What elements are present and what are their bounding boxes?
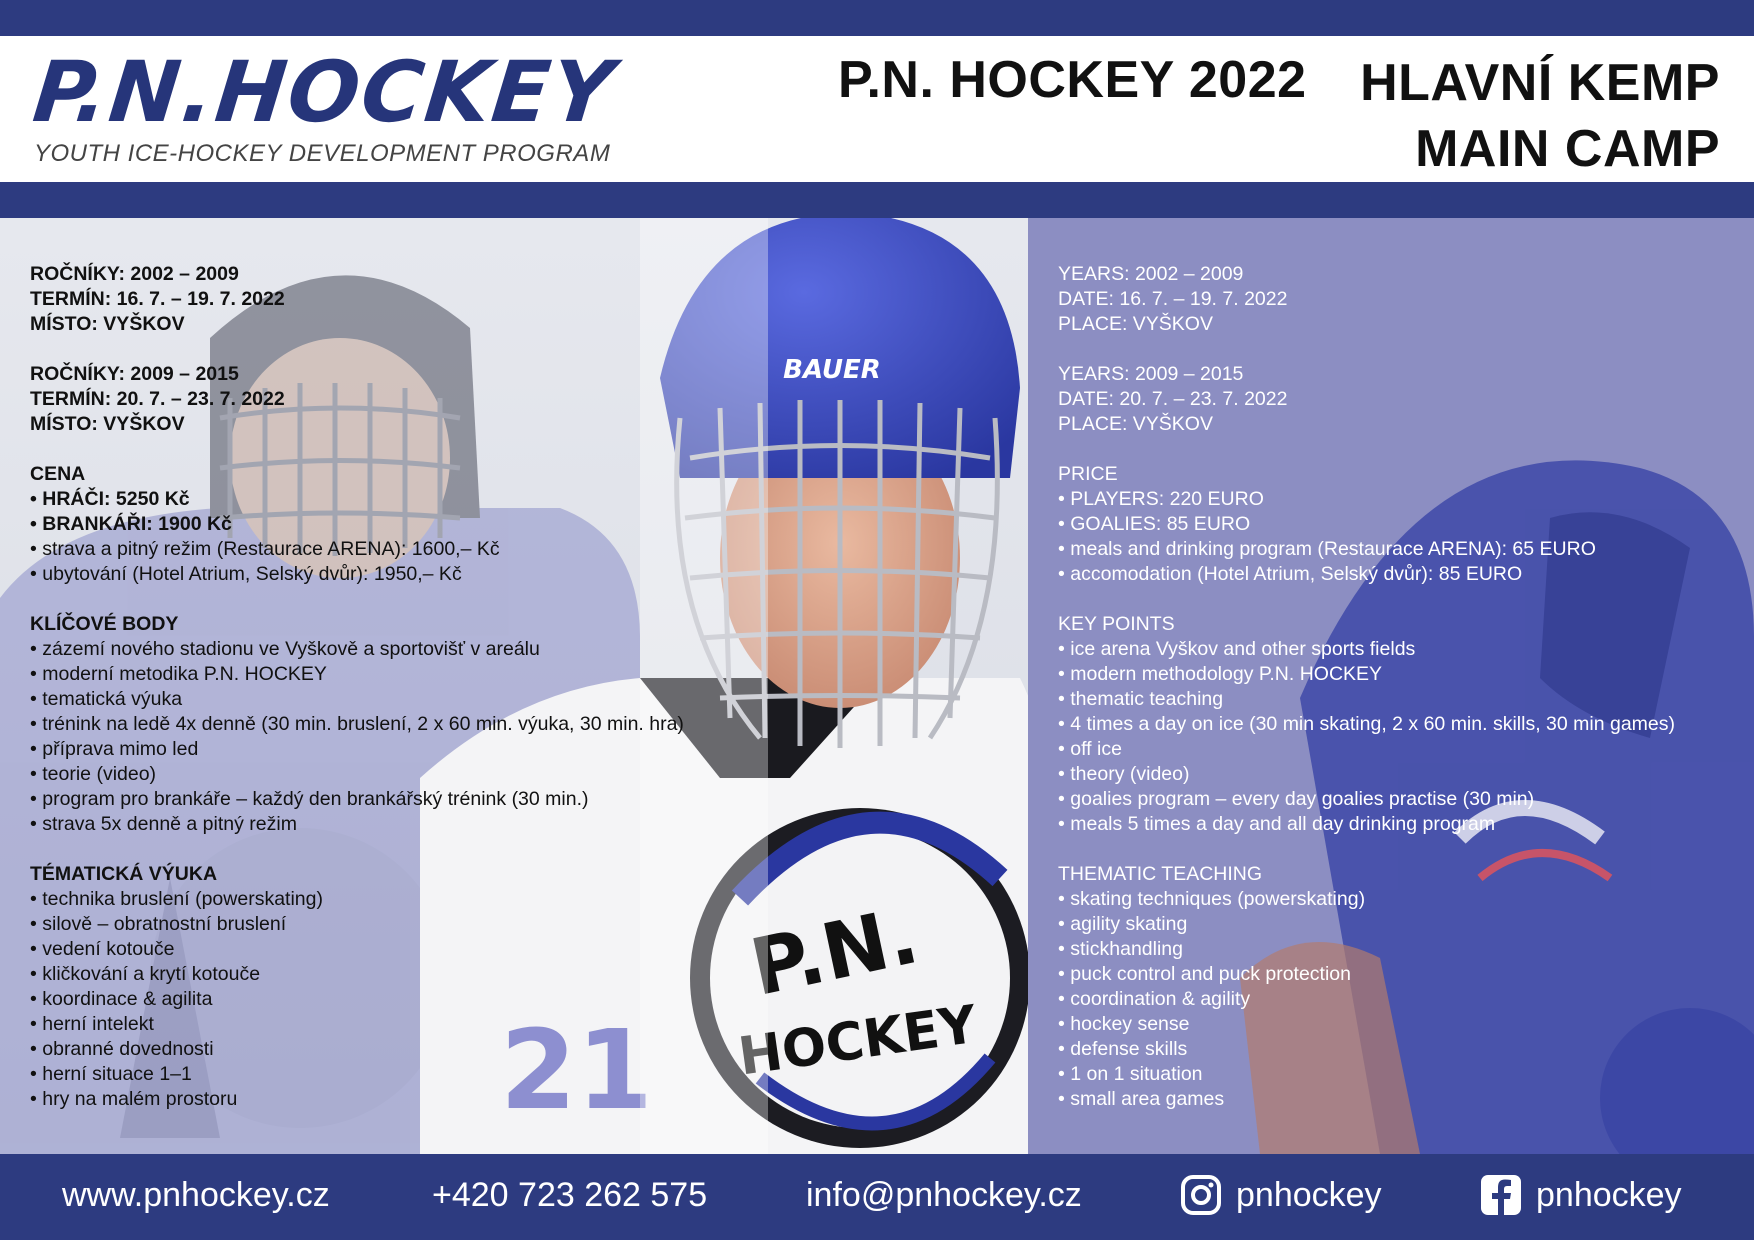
- cz-key-item: • program pro brankáře – každý den brankářský trénink (30 min.): [30, 787, 930, 812]
- cz-price: [30, 462, 930, 587]
- jersey-number: 21: [500, 1006, 654, 1134]
- cz-place-1: MÍSTO: VYŠKOV: [30, 313, 185, 335]
- cz-price-item: • strava a pitný režim (Restaurace ARENA): 1600,– Kč: [30, 537, 930, 562]
- email-link[interactable]: info@pnhockey.cz: [806, 1176, 1082, 1214]
- en-price-item: • PLAYERS: 220 EURO: [1058, 487, 1738, 512]
- cz-thematic-item: • herní situace 1–1: [30, 1062, 930, 1087]
- en-thematic-item: • coordination & agility: [1058, 987, 1738, 1012]
- cz-thematic-item: • herní intelekt: [30, 1012, 930, 1037]
- cz-thematic-item: • obranné dovednosti: [30, 1037, 930, 1062]
- cz-price-item: • HRÁČI: 5250 Kč: [30, 487, 930, 512]
- en-thematic-heading: THEMATIC TEACHING: [1058, 863, 1263, 885]
- en-key-item: • modern methodology P.N. HOCKEY: [1058, 662, 1738, 687]
- cz-key-item: • strava 5x denně a pitný režim: [30, 812, 930, 837]
- en-key-item: • goalies program – every day goalies practise (30 min): [1058, 787, 1738, 812]
- en-thematic-item: • defense skills: [1058, 1037, 1738, 1062]
- czech-info: [30, 262, 930, 1137]
- cz-term-1: [30, 262, 930, 337]
- jersey-logo-bottom: HOCKEY: [734, 994, 981, 1088]
- cz-term-2: [30, 362, 930, 437]
- cz-thematic-heading: TÉMATICKÁ VÝUKA: [30, 863, 218, 885]
- cz-years-2: ROČNÍKY: 2009 – 2015: [30, 363, 239, 385]
- en-key-item: • theory (video): [1058, 762, 1738, 787]
- en-thematic-item: • 1 on 1 situation: [1058, 1062, 1738, 1087]
- cz-key-item: • tematická výuka: [30, 687, 930, 712]
- en-thematic-item: • stickhandling: [1058, 937, 1738, 962]
- cz-thematic-item: • silově – obratnostní bruslení: [30, 912, 930, 937]
- en-thematic: [1058, 862, 1738, 1112]
- cz-key-item: • zázemí nového stadionu ve Vyškově a sportovišť v areálu: [30, 637, 930, 662]
- en-date-2: DATE: 20. 7. – 23. 7. 2022: [1058, 388, 1288, 410]
- sub-band: [0, 182, 1754, 218]
- en-thematic-item: • skating techniques (powerskating): [1058, 887, 1738, 912]
- title-en: MAIN CAMP: [1415, 120, 1720, 178]
- en-date-1: DATE: 16. 7. – 19. 7. 2022: [1058, 288, 1288, 310]
- footer: [0, 1154, 1754, 1240]
- facebook-icon[interactable]: [1480, 1174, 1522, 1216]
- cz-key-item: • moderní metodika P.N. HOCKEY: [30, 662, 930, 687]
- helmet-brand: BAUER: [783, 355, 881, 385]
- cz-years-1: ROČNÍKY: 2002 – 2009: [30, 263, 239, 285]
- website-link[interactable]: www.pnhockey.cz: [62, 1176, 330, 1214]
- cz-price-item: • BRANKÁŘI: 1900 Kč: [30, 512, 930, 537]
- jersey-logo-top: P.N.: [743, 891, 926, 1014]
- cz-key-heading: KLÍČOVÉ BODY: [30, 613, 179, 635]
- title-camp: [1360, 50, 1720, 182]
- logo-text: P.N.HOCKEY: [28, 43, 620, 141]
- cz-thematic: [30, 862, 930, 1112]
- top-band: [0, 0, 1754, 36]
- en-term-1: [1058, 262, 1738, 337]
- cz-price-heading: CENA: [30, 463, 86, 485]
- phone-link[interactable]: +420 723 262 575: [432, 1176, 708, 1214]
- en-price: [1058, 462, 1738, 587]
- english-info: [1058, 262, 1738, 1137]
- en-thematic-item: • hockey sense: [1058, 1012, 1738, 1037]
- en-years-1: YEARS: 2002 – 2009: [1058, 263, 1244, 285]
- cz-key-item: • příprava mimo led: [30, 737, 930, 762]
- en-price-heading: PRICE: [1058, 463, 1118, 485]
- title-year: P.N. HOCKEY 2022: [838, 51, 1307, 109]
- cz-place-2: MÍSTO: VYŠKOV: [30, 413, 185, 435]
- logo: [28, 43, 620, 168]
- cz-thematic-item: • hry na malém prostoru: [30, 1087, 930, 1112]
- en-price-item: • accomodation (Hotel Atrium, Selský dvůr): 85 EURO: [1058, 562, 1738, 587]
- en-key-item: • meals 5 times a day and all day drinking program: [1058, 812, 1738, 837]
- en-term-2: [1058, 362, 1738, 437]
- en-place-2: PLACE: VYŠKOV: [1058, 413, 1213, 435]
- en-thematic-item: • agility skating: [1058, 912, 1738, 937]
- cz-date-2: TERMÍN: 20. 7. – 23. 7. 2022: [30, 388, 285, 410]
- en-price-item: • GOALIES: 85 EURO: [1058, 512, 1738, 537]
- en-key-item: • 4 times a day on ice (30 min skating, 2 x 60 min. skills, 30 min games): [1058, 712, 1738, 737]
- cz-key-item: • trénink na ledě 4x denně (30 min. bruslení, 2 x 60 min. výuka, 30 min. hra): [30, 712, 930, 737]
- cz-key-item: • teorie (video): [30, 762, 930, 787]
- instagram-icon[interactable]: [1180, 1174, 1222, 1216]
- facebook-handle[interactable]: pnhockey: [1536, 1176, 1682, 1214]
- cz-key-points: [30, 612, 930, 837]
- cz-thematic-item: • vedení kotouče: [30, 937, 930, 962]
- cz-thematic-item: • kličkování a krytí kotouče: [30, 962, 930, 987]
- cz-price-item: • ubytování (Hotel Atrium, Selský dvůr): 1950,– Kč: [30, 562, 930, 587]
- en-place-1: PLACE: VYŠKOV: [1058, 313, 1213, 335]
- en-price-item: • meals and drinking program (Restaurace ARENA): 65 EURO: [1058, 537, 1738, 562]
- en-key-item: • off ice: [1058, 737, 1738, 762]
- cz-thematic-item: • technika bruslení (powerskating): [30, 887, 930, 912]
- cz-thematic-item: • koordinace & agilita: [30, 987, 930, 1012]
- en-key-item: • thematic teaching: [1058, 687, 1738, 712]
- en-key-points: [1058, 612, 1738, 837]
- en-years-2: YEARS: 2009 – 2015: [1058, 363, 1244, 385]
- en-thematic-item: • small area games: [1058, 1087, 1738, 1112]
- en-key-item: • ice arena Vyškov and other sports fields: [1058, 637, 1738, 662]
- cz-date-1: TERMÍN: 16. 7. – 19. 7. 2022: [30, 288, 285, 310]
- title-cz: HLAVNÍ KEMP: [1360, 54, 1720, 112]
- en-thematic-item: • puck control and puck protection: [1058, 962, 1738, 987]
- logo-subtitle: YOUTH ICE-HOCKEY DEVELOPMENT PROGRAM: [34, 140, 611, 167]
- instagram-handle[interactable]: pnhockey: [1236, 1176, 1382, 1214]
- en-key-heading: KEY POINTS: [1058, 613, 1175, 635]
